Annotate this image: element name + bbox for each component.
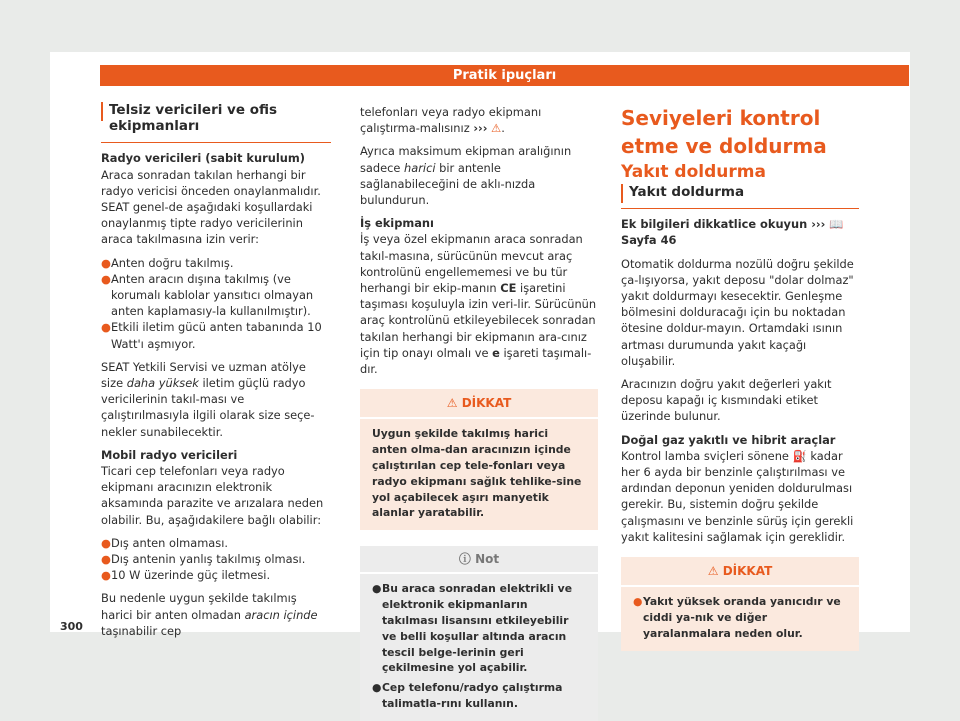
max-range-paragraph: Ayrıca maksimum ekipman aralığının sadece harici bir antenle sağlanabileceğini de aklı-nızda bulundurun. xyxy=(360,144,572,208)
chapter-subtitle: Yakıt doldurma xyxy=(621,162,766,182)
column-2 xyxy=(360,104,598,721)
warning-icon: ⚠ xyxy=(491,121,502,136)
list-item: ● Etkili iletim gücü anten tabanında 10 Watt'ı aşmıyor. xyxy=(101,320,322,351)
ce-mark-icon: CE xyxy=(500,281,517,296)
mobile-radio-heading: Mobil radyo vericileri xyxy=(101,447,238,462)
seat-paragraph: SEAT Yetkili Servisi ve uzman atölye size daha yüksek iletim güçlü radyo vericilerinin takıl-ması ve çalıştırılmasıyla ilgili olarak size seçe-nekler sunabilecektir. xyxy=(101,359,315,439)
warning-icon: ⚠ xyxy=(707,564,719,579)
fuel-paragraph-1: Otomatik doldurma nozülü doğru şekilde ça-lışıyorsa, yakıt deposu "dolar dolmaz" yakıt doldurmayı kesecektir. Genleşme bölmesini dolduracağı için bu noktadan ötesine doldur-mayın. Ortamdaki ısının artması durumunda yakıt kaçağı oluşabilir. xyxy=(621,256,854,368)
note-header: ⓘ Not xyxy=(360,546,598,574)
list-item: ● Cep telefonu/radyo çalıştırma talimatla-rını kullanın. xyxy=(372,681,563,711)
list-item: ● 10 W üzerinde güç iletmesi. xyxy=(101,568,271,583)
warning-text: ● Yakıt yüksek oranda yanıcıdır ve ciddi ya-nık ve diğer yaralanmalara neden olur. xyxy=(633,595,841,640)
gas-heading: Doğal gaz yakıtlı ve hibrit araçlar xyxy=(621,432,836,447)
fixed-radio-text: Araca sonradan takılan herhangi bir radyo vericisi önceden onaylanmalıdır. SEAT genel-de aşağıdaki koşullardaki onaylanmış tipte radyo vericilerinin araca takılmasına izin verir: xyxy=(101,167,321,247)
warning-icon: ⚠ xyxy=(446,396,458,411)
work-equipment-text: İş veya özel ekipmanın araca sonradan takıl-masına, sürücünün mevcut araç kontrolünü engellememesi ve bu tür herhangi bir ekip-manın CE işaretini taşıması koşuluyla izin veri-lir. Sürücünün araç kontrolünü etkileyebilecek sonradan takılan herhangi bir ekipmanın ara-cınız için tip onayı olmalı ve e işareti taşımalı-dır. xyxy=(360,232,597,377)
page-number: 300 xyxy=(60,620,83,633)
warning-box xyxy=(360,389,598,530)
note-text xyxy=(360,574,598,720)
list-item: ● Bu araca sonradan elektrikli ve elektronik ekipmanların takılması lisansını etkileyebilir ve belli koşullar altında aracın tescil belge-lerinin geri çekilmesine yol açabilir. xyxy=(372,582,573,675)
fuel-paragraph-2: Aracınızın doğru yakıt değerleri yakıt deposu kapağı iç kısmındaki etiket üzerinde bulunur. xyxy=(621,377,832,424)
info-icon: ⓘ xyxy=(458,552,471,567)
section-title-fuel: Yakıt doldurma xyxy=(621,184,859,209)
list-item: ● Anten aracın dışına takılmış (ve korumalı kablolar yansıtıcı olmayan anten kaplamasıy-la kullanılmıştır). xyxy=(101,271,314,319)
fixed-radio-heading: Radyo vericileri (sabit kurulum) xyxy=(101,151,305,166)
closing-paragraph: Bu nedenle uygun şekilde takılmış harici bir anten olmadan aracın içinde taşınabilir cep xyxy=(101,591,318,638)
warning-header: ⚠ DİKKAT xyxy=(360,389,598,419)
warning-box xyxy=(621,557,859,651)
chapter-title: Seviyeleri kontrol etme ve doldurma xyxy=(621,106,827,158)
fuel-pump-icon: ⛽ xyxy=(792,448,807,463)
work-equipment-heading: İş ekipmanı xyxy=(360,216,434,231)
manual-page xyxy=(50,52,910,711)
section-title-radio: Telsiz vericileri ve ofis ekipmanları xyxy=(101,102,331,143)
list-item: ● Dış anten olmaması. xyxy=(101,535,229,550)
warning-text: Uygun şekilde takılmış harici anten olma-dan aracınızın içinde çalıştırılan cep tele-fonları veya radyo ekipmanı sağlık tehlike-sine yol açabilecek aşırı manyetik alanlar yaratabilir. xyxy=(372,427,582,520)
book-icon: 📖 xyxy=(829,217,844,232)
gas-paragraph: Kontrol lamba sviçleri sönene ⛽ kadar her 6 ayda bir benzinle çalıştırılması ve ardından deponun yeniden doldurulması gerekir. Bu, sistemin doğru şekilde çalışmasını ve benzinle sürüş için gerekli yakıt kalitesini sağlamak için gereklidir. xyxy=(621,448,854,544)
warning-header: ⚠ DİKKAT xyxy=(621,557,859,587)
reference-line: Ek bilgileri dikkatlice okuyun ››› 📖 Sayfa 46 xyxy=(621,217,844,248)
mobile-radio-text: Ticari cep telefonları veya radyo ekipmanı aracınızın elektronik aksamında parazite ve arızalara neden olabilir. Bu, aşağıdakilere bağlı olabilir: xyxy=(101,464,324,527)
list-item: ● Dış antenin yanlış takılmış olması. xyxy=(101,552,306,567)
column-1 xyxy=(101,102,331,639)
continued-paragraph: telefonları veya radyo ekipmanı çalıştırma-malısınız ››› ⚠. xyxy=(360,105,542,136)
column-3 xyxy=(621,104,859,651)
page-header: Pratik ipuçları xyxy=(100,65,909,86)
list-item: ● Anten doğru takılmış. xyxy=(101,255,234,270)
note-box xyxy=(360,546,598,721)
